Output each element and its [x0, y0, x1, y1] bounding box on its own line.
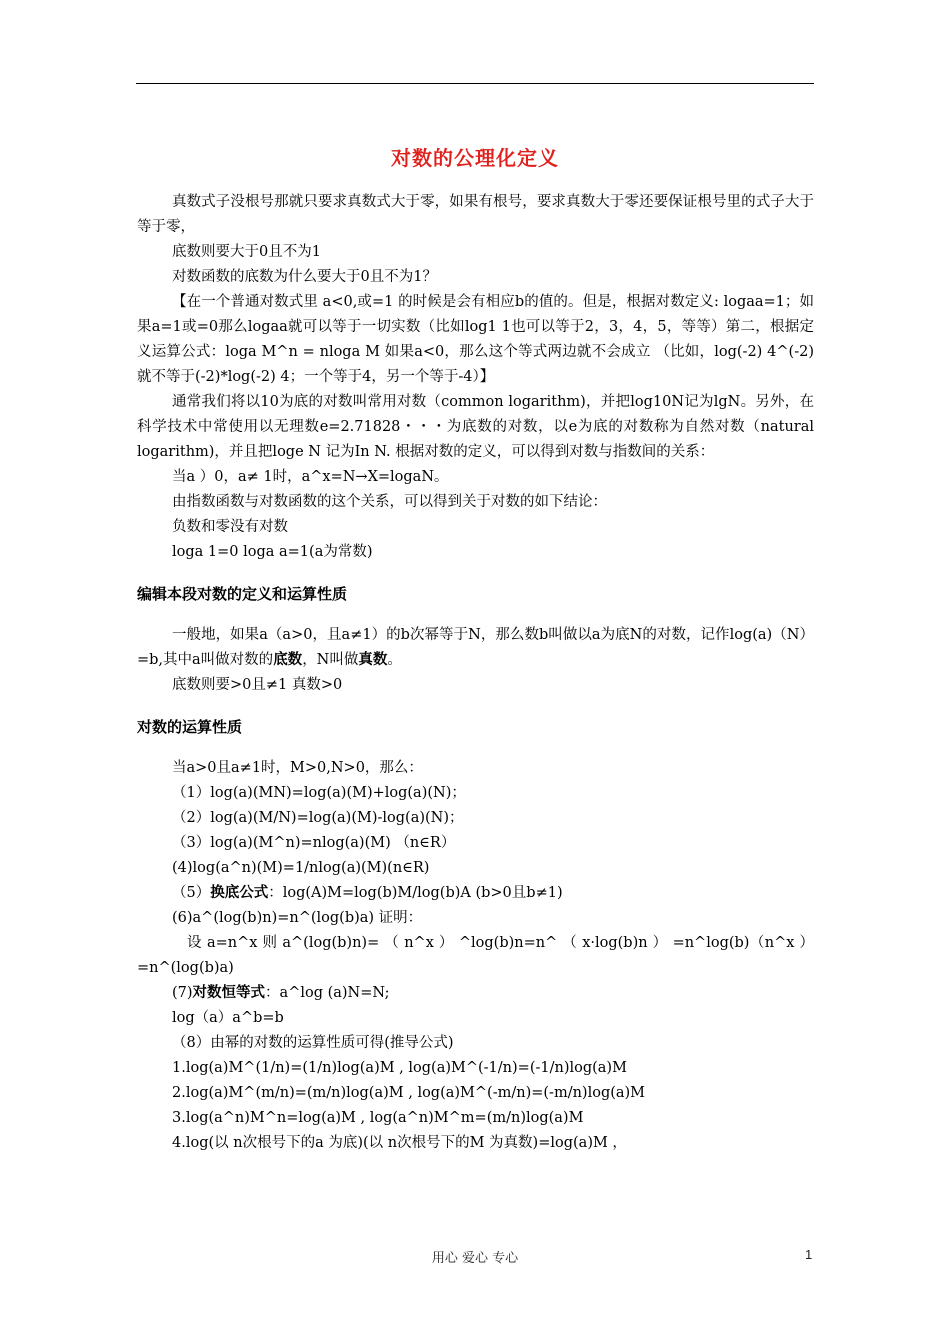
properties-line: (4)log(a^n)(M)=1/nlog(a)(M)(n∈R): [172, 860, 430, 876]
page-number: 1: [805, 1247, 813, 1262]
term-identity: 对数恒等式: [192, 985, 266, 1001]
document-body: [137, 190, 814, 1156]
properties-line: (7)对数恒等式：a^log (a)N=N;: [172, 985, 390, 1001]
term-antilog: 真数: [358, 652, 388, 668]
intro-paragraph-9: loga 1=0 loga a=1(a为常数): [172, 544, 373, 560]
intro-paragraph-5: 通常我们将以10为底的对数叫常用对数（common logarithm)，并把log10N记为lgN。另外，在科学技术中常使用以无理数e=2.71828・・・为底数的对数，以e为底的对数称为自然对数（natural logarithm)，并且把loge N 记为In N. 根据对数的定义，可以得到对数与指数间的关系：: [137, 394, 814, 460]
header-rule: [136, 83, 814, 84]
section-heading-definition: 编辑本段对数的定义和运算性质: [137, 585, 348, 603]
intro-paragraph-1: 真数式子没根号那就只要求真数式大于零，如果有根号，要求真数大于零还要保证根号里的式子大于等于零，: [137, 194, 814, 235]
intro-paragraph-6: 当a ）0，a≠ 1时，a^x=N→X=logaN。: [172, 469, 449, 485]
properties-line: （3）log(a)(M^n)=nlog(a)(M) （n∈R）: [172, 835, 456, 851]
page-title: 对数的公理化定义: [391, 146, 559, 170]
properties-line: （1）log(a)(MN)=log(a)(M)+log(a)(N)；: [172, 785, 466, 801]
term-change-of-base: 换底公式: [210, 885, 269, 901]
properties-line: log（a）a^b=b: [172, 1010, 284, 1026]
properties-line: (6)a^(log(b)n)=n^(log(b)a) 证明：: [172, 910, 423, 926]
properties-line: 4.log(以 n次根号下的a 为底)(以 n次根号下的M 为真数)=log(a)M ，: [172, 1135, 627, 1151]
definition-condition: 底数则要>0且≠1 真数>0: [172, 677, 343, 693]
intro-paragraph-4: 【在一个普通对数式里 a<0,或=1 的时候是会有相应b的值的。但是，根据对数定义: logaa=1；如果a=1或=0那么logaa就可以等于一切实数（比如log1 1也可以等于2，3，4，5，等等）第二，根据定义运算公式：loga M^n = nloga M 如果a<0，那么这个等式两边就不会成立 （比如，log(-2) 4^(-2) 就不等于(-2)*log(-2) 4；一个等于4，另一个等于-4）】: [137, 294, 814, 385]
properties-line: （8）由幂的对数的运算性质可得(推导公式): [172, 1035, 454, 1051]
term-base: 底数: [273, 652, 303, 668]
section-heading-properties: 对数的运算性质: [137, 718, 243, 736]
properties-proof: 设 a=n^x 则 a^(log(b)n)= （ n^x ） ^log(b)n=n^ （ x·log(b)n ） =n^log(b)（n^x ）=n^(log(b)a): [137, 935, 814, 976]
definition-paragraph: 一般地，如果a（a>0，且a≠1）的b次幂等于N，那么数b叫做以a为底N的对数，记作log(a)（N）=b,其中a叫做对数的底数，N叫做真数。: [137, 627, 814, 668]
intro-paragraph-3: 对数函数的底数为什么要大于0且不为1？: [172, 269, 437, 285]
properties-line: 1.log(a)M^(1/n)=(1/n)log(a)M , log(a)M^(-1/n)=(-1/n)log(a)M: [172, 1060, 627, 1076]
intro-paragraph-8: 负数和零没有对数: [172, 519, 288, 535]
properties-line: 3.log(a^n)M^n=log(a)M , log(a^n)M^m=(m/n)log(a)M: [172, 1110, 584, 1126]
footer-text: 用心 爱心 专心: [431, 1251, 519, 1266]
intro-paragraph-2: 底数则要大于0且不为1: [172, 244, 321, 260]
intro-paragraph-7: 由指数函数与对数函数的这个关系，可以得到关于对数的如下结论：: [172, 494, 607, 510]
properties-line: （5）换底公式：log(A)M=log(b)M/log(b)A (b>0且b≠1): [172, 885, 563, 901]
properties-line: 当a>0且a≠1时，M>0,N>0，那么：: [172, 760, 423, 776]
properties-line: （2）log(a)(M/N)=log(a)(M)-log(a)(N)；: [172, 810, 464, 826]
properties-line: 2.log(a)M^(m/n)=(m/n)log(a)M , log(a)M^(-m/n)=(-m/n)log(a)M: [172, 1085, 646, 1101]
